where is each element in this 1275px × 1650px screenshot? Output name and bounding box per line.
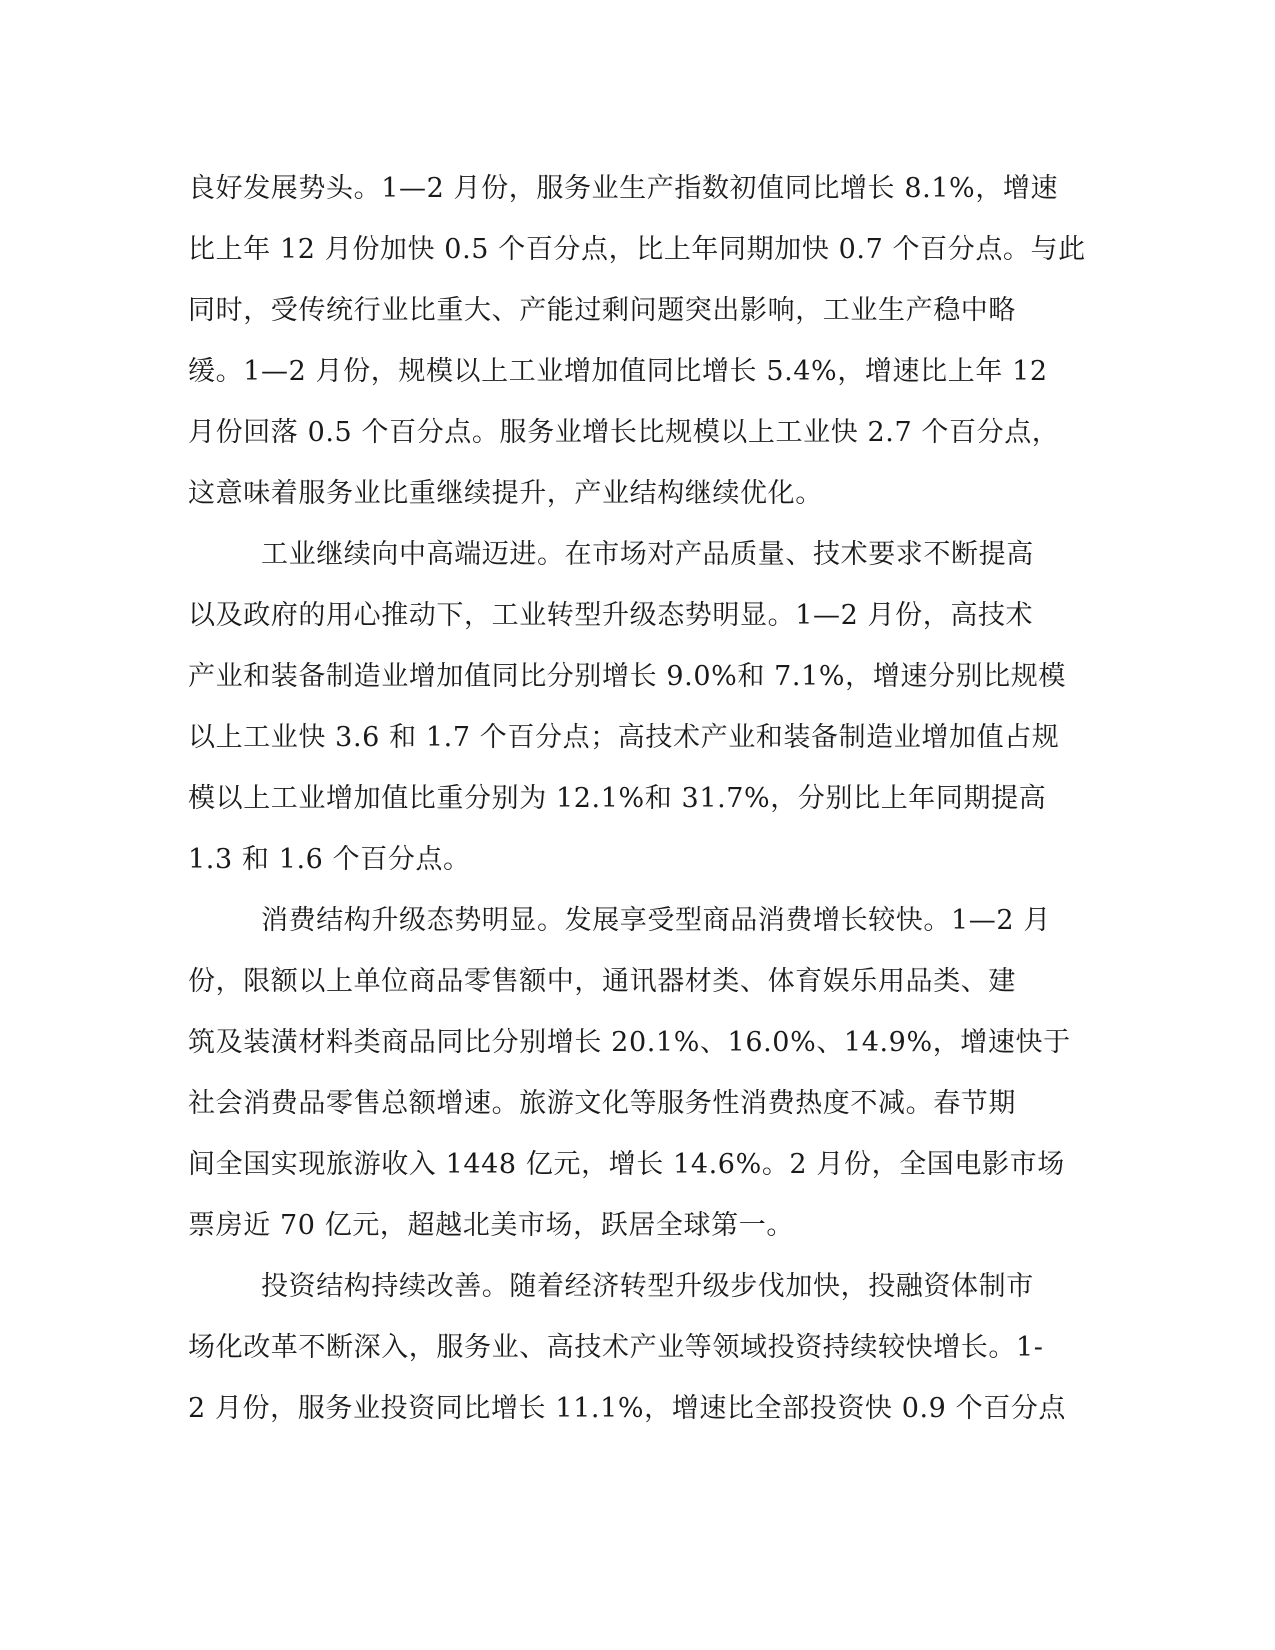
text-line: 这意味着服务业比重继续提升，产业结构继续优化。 [188,478,823,509]
text-line: 筑及装潢材料类商品同比分别增长 20.1%、16.0%、14.9%，增速快于 [188,1027,1071,1058]
text-line: 以及政府的用心推动下，工业转型升级态势明显。1—2 月份，高技术 [188,600,1034,631]
text-line: 票房近 70 亿元，超越北美市场，跃居全球第一。 [188,1210,794,1241]
paragraph-first-line: 投资结构持续改善。随着经济转型升级步伐加快，投融资体制市 [261,1271,1034,1302]
text-line: 良好发展势头。1—2 月份，服务业生产指数初值同比增长 8.1%，增速 [188,173,1059,204]
text-line: 产业和装备制造业增加值同比分别增长 9.0%和 7.1%，增速分别比规模 [188,661,1066,692]
text-line: 缓。1—2 月份，规模以上工业增加值同比增长 5.4%，增速比上年 12 [188,356,1048,387]
text-line: 份，限额以上单位商品零售额中，通讯器材类、体育娱乐用品类、建 [188,966,1016,997]
text-line: 同时，受传统行业比重大、产能过剩问题突出影响，工业生产稳中略 [188,295,1016,326]
text-line: 月份回落 0.5 个百分点。服务业增长比规模以上工业快 2.7 个百分点， [188,417,1060,448]
text-line: 2 月份，服务业投资同比增长 11.1%，增速比全部投资快 0.9 个百分点 [188,1393,1067,1424]
text-line: 1.3 和 1.6 个百分点。 [188,844,471,875]
text-line: 模以上工业增加值比重分别为 12.1%和 31.7%，分别比上年同期提高 [188,783,1047,814]
body-text [188,158,1088,1439]
text-line: 社会消费品零售总额增速。旅游文化等服务性消费热度不减。春节期 [188,1088,1016,1119]
text-line: 以上工业快 3.6 和 1.7 个百分点；高技术产业和装备制造业增加值占规 [188,722,1060,753]
text-line: 场化改革不断深入，服务业、高技术产业等领域投资持续较快增长。1- [188,1332,1044,1363]
text-line: 比上年 12 月份加快 0.5 个百分点，比上年同期加快 0.7 个百分点。与此 [188,234,1086,265]
paragraph-first-line: 消费结构升级态势明显。发展享受型商品消费增长较快。1—2 月 [261,905,1051,936]
paragraph-first-line: 工业继续向中高端迈进。在市场对产品质量、技术要求不断提高 [261,539,1034,570]
text-line: 间全国实现旅游收入 1448 亿元，增长 14.6%。2 月份，全国电影市场 [188,1149,1065,1180]
